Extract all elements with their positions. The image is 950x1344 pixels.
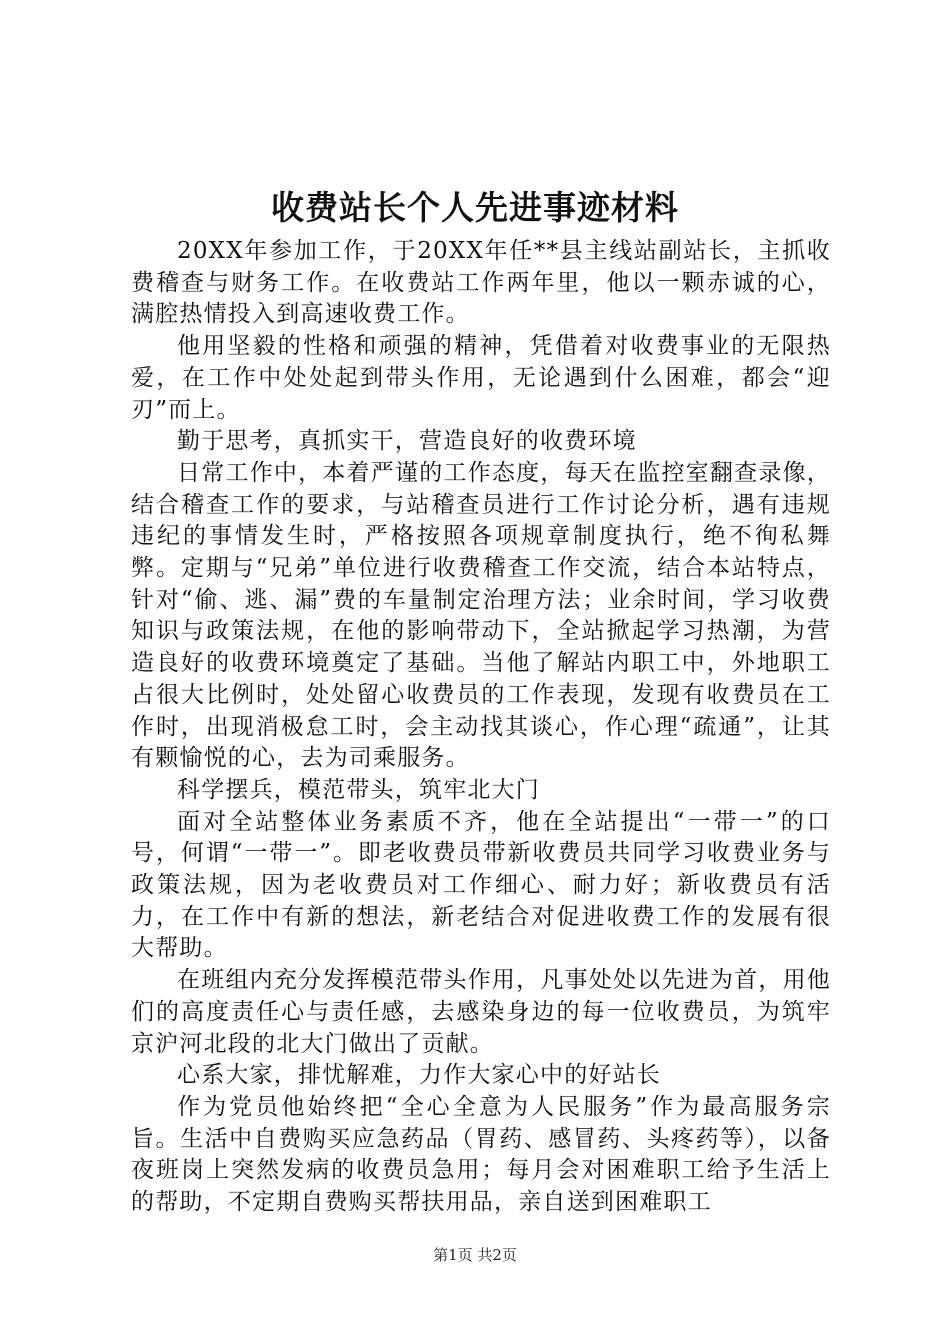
- page-footer: 第1页 共2页: [433, 1246, 517, 1264]
- paragraph-intro: 20XX年参加工作，于20XX年任**县主线站副站长，主抓收费稽查与财务工作。在收费站工作两年里，他以一颗赤诚的心，满腔热情投入到高速收费工作。: [131, 238, 831, 328]
- document-title: 收费站长个人先进事迹材料: [271, 188, 679, 227]
- paragraph-one-with-one: 面对全站整体业务素质不齐，他在全站提出“一带一”的口号，何谓“一带一”。即老收费员带新收费员共同学习收费业务与政策法规，因为老收费员对工作细心、耐力好；新收费员有活力，在工作中有新的想法，新老结合对促进收费工作的发展有很大帮助。: [131, 808, 831, 962]
- paragraph-team-model: 在班组内充分发挥模范带头作用，凡事处处以先进为首，用他们的高度责任心与责任感，去感染身边的每一位收费员，为筑牢京沪河北段的北大门做出了贡献。: [131, 967, 831, 1057]
- section-heading-environment: 勤于思考，真抓实干，营造良好的收费环境: [177, 428, 637, 455]
- paragraph-daily-work: 日常工作中，本着严谨的工作态度，每天在监控室翻查录像，结合稽查工作的要求，与站稽查员进行工作讨论分析，遇有违规违纪的事情发生时，严格按照各项规章制度执行，绝不徇私舞弊。定期与“兄弟”单位进行收费稽查工作交流，结合本站特点，针对“偷、逃、漏”费的车量制定治理方法；业余时间，学习收费知识与政策法规，在他的影响带动下，全站掀起学习热潮，为营造良好的收费环境奠定了基础。当他了解站内职工中，外地职工占很大比例时，处处留心收费员的工作表现，发现有收费员在工作时，出现消极怠工时，会主动找其谈心，作心理“疏通”，让其有颗愉悦的心，去为司乘服务。: [131, 459, 831, 772]
- section-heading-good-leader: 心系大家，排忧解难，力作大家心中的好站长: [177, 1062, 661, 1089]
- paragraph-spirit: 他用坚毅的性格和顽强的精神，凭借着对收费事业的无限热爱，在工作中处处起到带头作用，无论遇到什么困难，都会“迎刃”而上。: [131, 333, 831, 423]
- paragraph-service: 作为党员他始终把“全心全意为人民服务”作为最高服务宗旨。生活中自费购买应急药品（胃药、感冒药、头疼药等），以备夜班岗上突然发病的收费员急用；每月会对困难职工给予生活上的帮助，不定期自费购买帮扶用品，亲自送到困难职工: [131, 1093, 831, 1216]
- document-body: [131, 236, 831, 1219]
- section-heading-north-gate: 科学摆兵，模范带头，筑牢北大门: [177, 776, 540, 803]
